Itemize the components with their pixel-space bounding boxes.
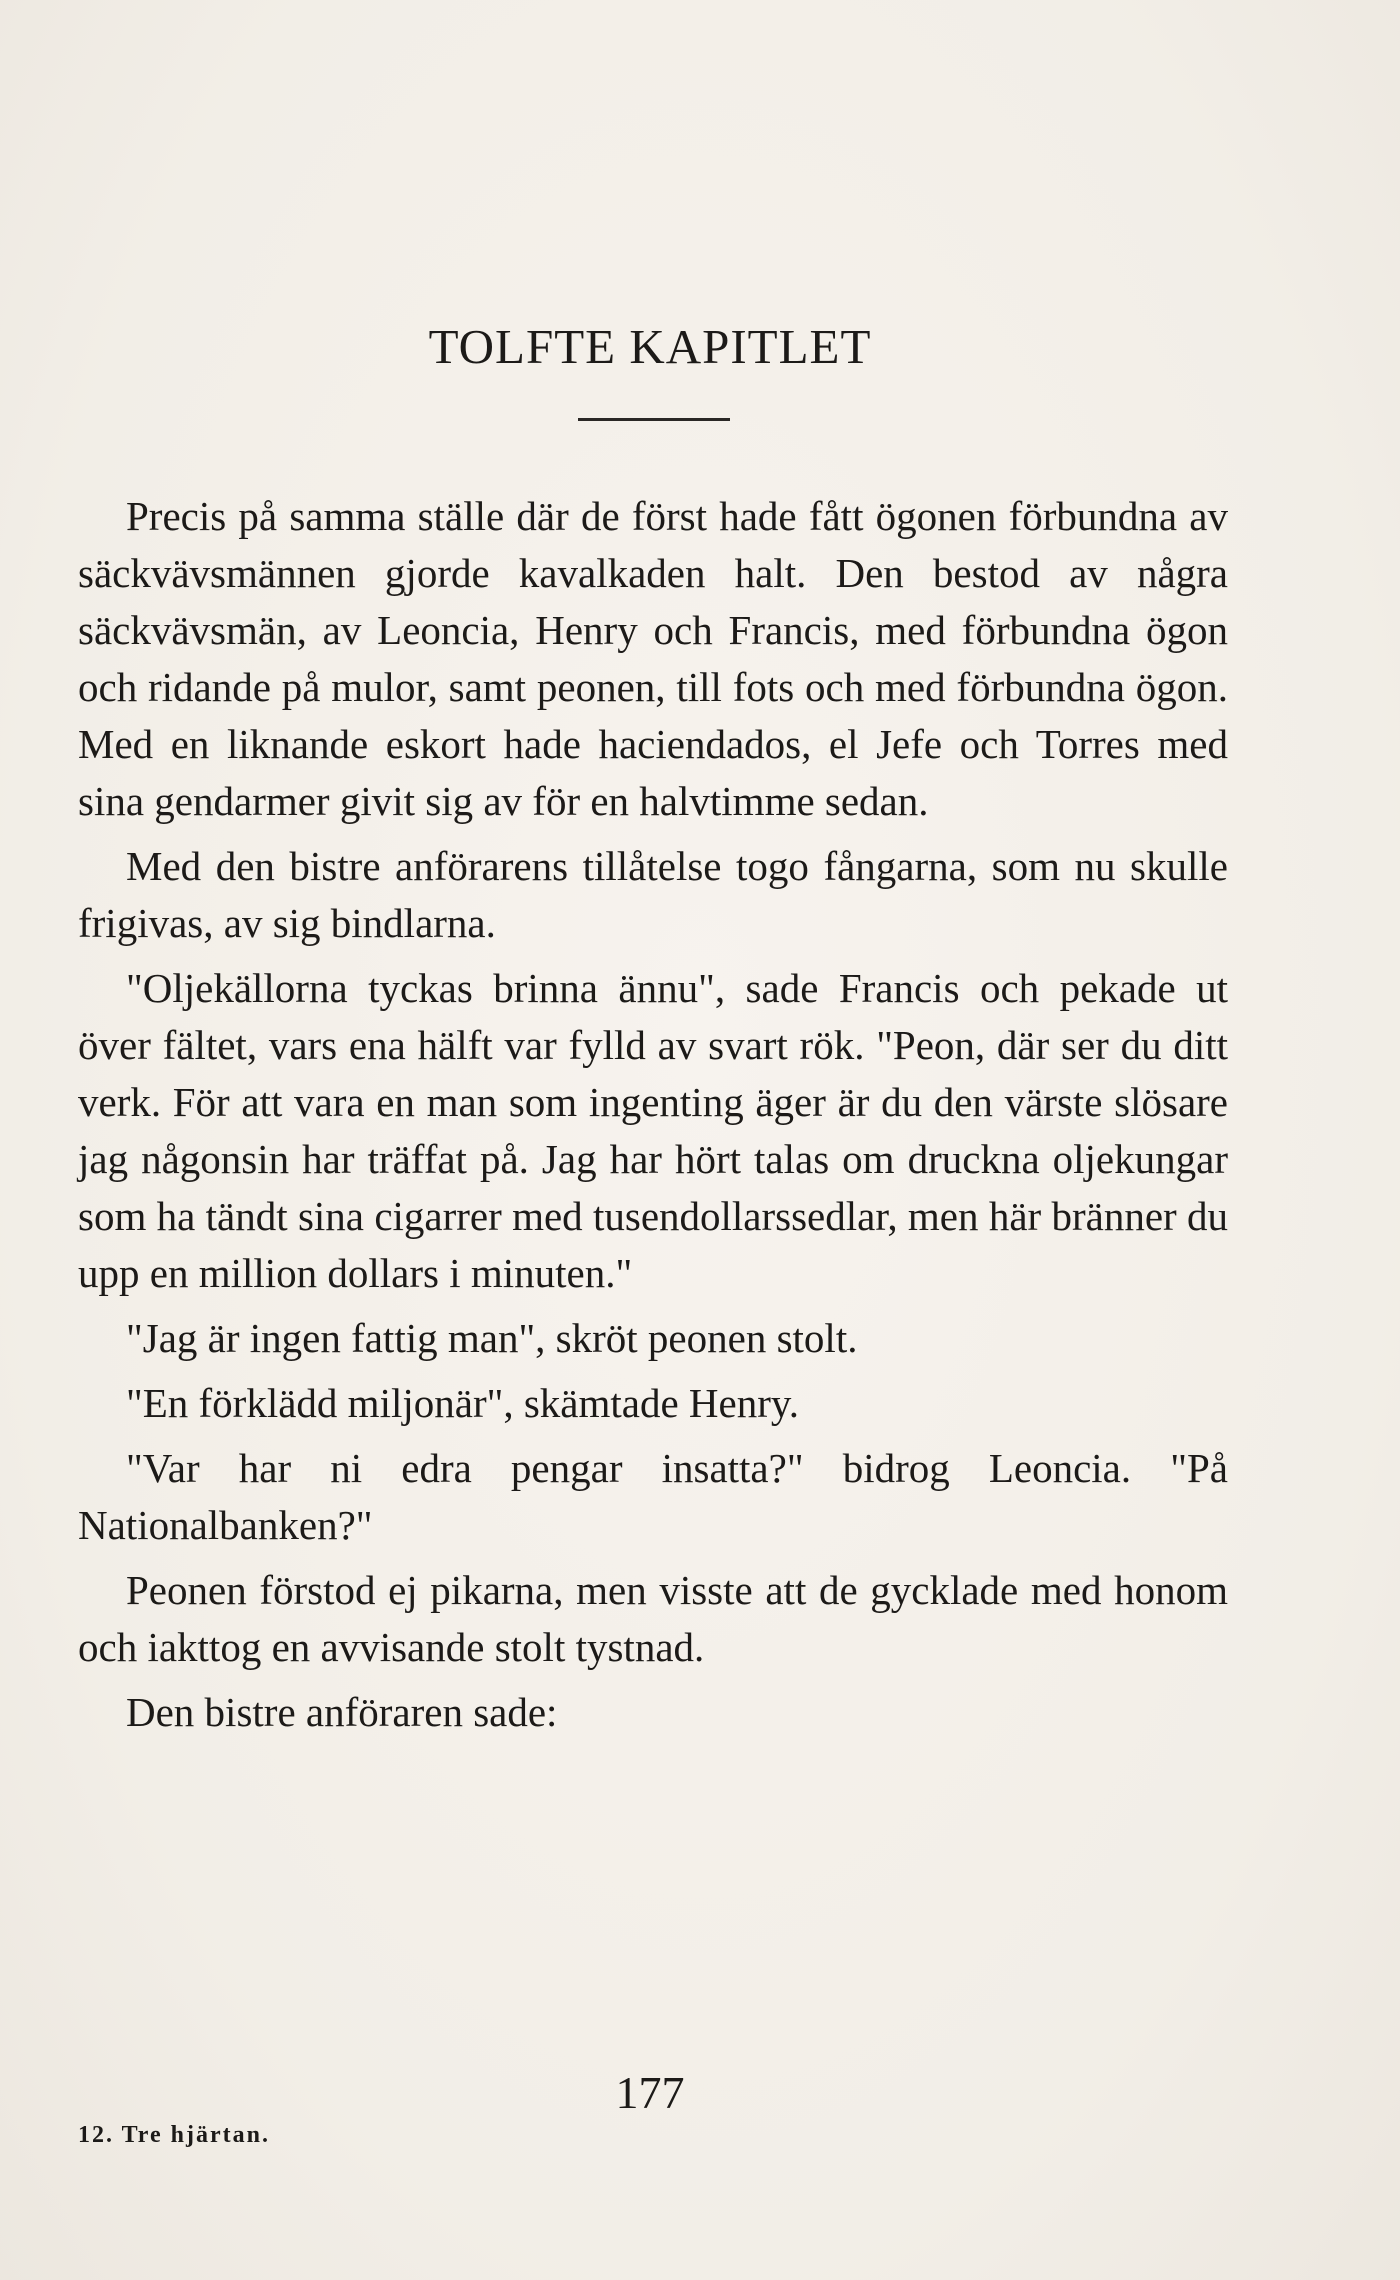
paragraph: "En förklädd miljonär", skämtade Henry. — [126, 1380, 799, 1426]
printer-signature: 12. Tre hjärtan. — [78, 2122, 270, 2148]
paragraph: Peonen förstod ej pikarna, men visste att de gycklade med honom och iakttog en avvisande stolt tystnad. — [78, 1567, 1228, 1670]
body-text — [78, 488, 1228, 1749]
paragraph: Precis på samma ställe där de först hade fått ögonen förbundna av säckvävsmännen gjorde kavalkaden halt. Den bestod av några säckvävsmän, av Leoncia, Henry och Francis, med förbundna ögon och ridande på mulor, samt peonen, till fots och med förbundna ögon. Med en liknande eskort hade haciendados, el Jefe och Torres med sina gendarmer givit sig av för en halvtimme sedan. — [78, 493, 1228, 824]
page-number: 177 — [615, 2067, 685, 2118]
paragraph: Den bistre anföraren sade: — [126, 1689, 558, 1735]
paragraph: "Oljekällorna tyckas brinna ännu", sade Francis och pekade ut över fältet, vars ena hälft var fylld av svart rök. "Peon, där ser du ditt verk. För att vara en man som ingenting äger är du den värste slösare jag någonsin har träffat på. Jag har hört talas om druckna oljekungar som ha tändt sina cigarrer med tusendollarssedlar, men här bränner du upp en million dollars i minuten." — [78, 965, 1228, 1296]
title-divider — [578, 418, 730, 421]
paragraph: Med den bistre anförarens tillåtelse togo fångarna, som nu skulle frigivas, av sig bindlarna. — [78, 843, 1228, 946]
chapter-title: TOLFTE KAPITLET — [428, 319, 872, 374]
paragraph: "Jag är ingen fattig man", skröt peonen stolt. — [126, 1315, 858, 1361]
paragraph: "Var har ni edra pengar insatta?" bidrog Leoncia. "På Nationalbanken?" — [78, 1445, 1228, 1548]
